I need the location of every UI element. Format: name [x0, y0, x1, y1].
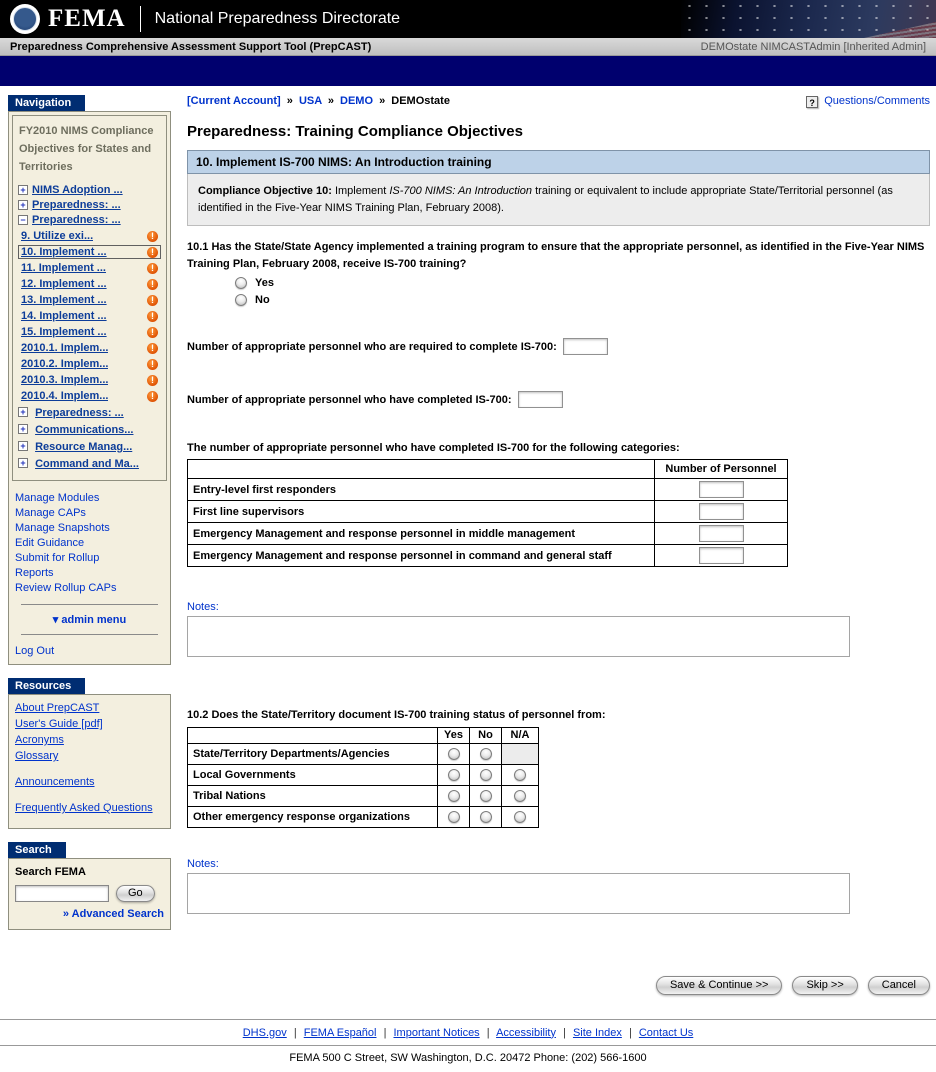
nav-expander-communications[interactable]: + Communications... [18, 423, 161, 437]
notes-label-2: Notes: [187, 857, 219, 870]
fema-espanol-link[interactable]: FEMA Español [303, 1026, 377, 1039]
manage-snapshots-link[interactable]: Manage Snapshots [15, 522, 110, 534]
required-personnel-field [187, 338, 930, 355]
breadcrumb-current-account[interactable]: [Current Account] [187, 95, 281, 107]
table-row: Emergency Management and response personnel in command and general staff [188, 545, 788, 567]
nav-item-2010-1[interactable]: 2010.1. Implem... ! [19, 342, 160, 354]
radio-local-yes[interactable] [448, 769, 460, 781]
nav-expander-label[interactable]: Preparedness: ... [32, 199, 121, 211]
form-actions [187, 976, 930, 1009]
announcements-link[interactable]: Announcements [15, 776, 95, 788]
notes-label-1: Notes: [187, 601, 219, 613]
nav-item-14[interactable]: 14. Implement ... ! [19, 310, 160, 322]
warning-icon: ! [147, 263, 158, 274]
navy-band [0, 56, 936, 86]
doc-table-corner [188, 727, 438, 743]
glossary-link[interactable]: Glossary [15, 750, 59, 762]
table-row: First line supervisors [188, 501, 788, 523]
number-of-personnel-header: Number of Personnel [655, 460, 788, 479]
warning-icon: ! [147, 311, 158, 322]
radio-other-yes[interactable] [448, 811, 460, 823]
notes-textarea-2[interactable] [187, 873, 850, 914]
radio-local-na[interactable] [514, 769, 526, 781]
nav-item-12[interactable]: 12. Implement ... ! [19, 278, 160, 290]
question-10-1: 10.1 Has the State/State Agency implemented a training program to ensure that the appropriate personnel, as identified in the Five-Year NIMS Training Plan, February 2008, receive IS-700 training? [187, 241, 925, 270]
app-title: Preparedness Comprehensive Assessment Support Tool (PrepCAST) [10, 40, 372, 53]
objective-label: Compliance Objective 10: [198, 185, 332, 197]
expand-icon[interactable]: + [18, 407, 28, 417]
directorate-title: National Preparedness Directorate [154, 10, 401, 27]
table-row: Entry-level first responders [188, 479, 788, 501]
sidebar-divider [21, 634, 158, 635]
help-icon[interactable]: ? [806, 96, 818, 108]
header-divider [140, 6, 141, 32]
notes-textarea-1[interactable] [187, 616, 850, 657]
nav-expander-preparedness-2[interactable] [18, 214, 161, 226]
questions-comments-link[interactable]: Questions/Comments [824, 95, 930, 107]
completed-personnel-field [187, 391, 930, 408]
required-personnel-label: Number of appropriate personnel who are required to complete IS-700: [187, 340, 557, 353]
important-notices-link[interactable]: Important Notices [393, 1026, 480, 1039]
navigation-header: Navigation [8, 95, 85, 111]
table-row: Other emergency response organizations [188, 806, 539, 827]
admin-menu-toggle[interactable]: ▾ admin menu [52, 614, 127, 626]
nav-expander-preparedness-1[interactable] [18, 199, 161, 211]
warning-icon: ! [147, 279, 158, 290]
radio-tribal-no[interactable] [480, 790, 492, 802]
faq-link[interactable]: Frequently Asked Questions [15, 802, 153, 814]
objective-section-header: 10. Implement IS-700 NIMS: An Introduction training [187, 150, 930, 174]
q10-1-option-no [235, 294, 930, 306]
resources-header: Resources [8, 678, 85, 694]
flag-image [681, 0, 936, 38]
skip-button[interactable]: Skip >> [792, 976, 857, 995]
table-row: State/Territory Departments/Agencies [188, 743, 539, 764]
reports-link[interactable]: Reports [15, 567, 54, 579]
warning-icon: ! [147, 359, 158, 370]
accessibility-link[interactable]: Accessibility [496, 1026, 556, 1039]
table-row: Tribal Nations [188, 785, 539, 806]
radio-tribal-na[interactable] [514, 790, 526, 802]
required-personnel-input[interactable] [563, 338, 608, 355]
users-guide-link[interactable]: User's Guide [pdf] [15, 718, 103, 730]
app-bar [0, 38, 936, 56]
course-name-italic: IS-700 NIMS: An Introduction [389, 185, 533, 197]
breadcrumb-demo[interactable]: DEMO [340, 95, 374, 107]
objective-description: Compliance Objective 10: Implement IS-700 NIMS: An Introduction training or equivalent to include appropriate State/Territorial personnel (as identified in the Five-Year NIMS Training Plan, February 2008). [187, 174, 930, 226]
warning-icon: ! [147, 343, 158, 354]
nav-item-13[interactable]: 13. Implement ... ! [19, 294, 160, 306]
radio-tribal-yes[interactable] [448, 790, 460, 802]
logged-in-user: DEMOstate NIMCASTAdmin [Inherited Admin] [700, 40, 926, 53]
acronyms-link[interactable]: Acronyms [15, 734, 64, 746]
chevron-down-icon: ▾ [52, 614, 59, 626]
nav-item-10-selected[interactable]: 10. Implement ... ! [19, 246, 160, 258]
manage-modules-link[interactable]: Manage Modules [15, 492, 100, 504]
about-prepcast-link[interactable]: About PrepCAST [15, 702, 100, 714]
completed-personnel-label: Number of appropriate personnel who have completed IS-700: [187, 393, 512, 406]
nav-expander-resource-management[interactable]: + Resource Manag... [18, 440, 161, 454]
expand-icon[interactable]: + [18, 441, 28, 451]
radio-local-no[interactable] [480, 769, 492, 781]
first-line-supervisors-input[interactable] [699, 503, 744, 520]
sidebar-divider [21, 604, 158, 605]
search-title: Search FEMA [15, 866, 86, 878]
radio-departments-no[interactable] [480, 748, 492, 760]
site-index-link[interactable]: Site Index [572, 1026, 622, 1039]
tree-title: FY2010 NIMS Compliance Objectives for States and Territories [19, 125, 154, 173]
fema-wordmark: FEMA [48, 5, 126, 32]
cancel-button[interactable]: Cancel [868, 976, 930, 995]
table-row: Emergency Management and response personnel in middle management [188, 523, 788, 545]
personnel-table-corner [188, 460, 655, 479]
breadcrumb-separator: » [327, 95, 334, 107]
warning-icon: ! [147, 231, 158, 242]
save-continue-button[interactable]: Save & Continue >> [656, 976, 782, 995]
nav-item-2010-4[interactable]: 2010.4. Implem... ! [19, 390, 160, 402]
nav-expander-label[interactable]: NIMS Adoption ... [32, 184, 123, 196]
resources-panel [8, 694, 171, 829]
page-footer [0, 1019, 936, 1072]
admin-links [9, 484, 170, 599]
nav-item-15[interactable]: 15. Implement ... ! [19, 326, 160, 338]
yes-label: Yes [255, 277, 274, 289]
breadcrumb-separator: » [286, 95, 293, 107]
radio-departments-yes[interactable] [448, 748, 460, 760]
entry-level-input[interactable] [699, 481, 744, 498]
completed-personnel-input[interactable] [518, 391, 563, 408]
nav-item-2010-2[interactable]: 2010.2. Implem... ! [19, 358, 160, 370]
advanced-search-link[interactable]: » Advanced Search [62, 908, 164, 920]
radio-other-no[interactable] [480, 811, 492, 823]
nav-item-2010-3[interactable]: 2010.3. Implem... ! [19, 374, 160, 386]
no-label: No [255, 294, 270, 306]
contact-us-link[interactable]: Contact Us [638, 1026, 694, 1039]
logout-link[interactable]: Log Out [15, 645, 55, 657]
collapse-icon[interactable]: − [18, 215, 28, 225]
expand-icon[interactable]: + [18, 424, 28, 434]
na-unavailable-cell [502, 743, 539, 764]
search-panel [8, 858, 171, 930]
breadcrumb-separator: » [379, 95, 386, 107]
search-header: Search [8, 842, 66, 858]
radio-other-na[interactable] [514, 811, 526, 823]
command-general-staff-input[interactable] [699, 547, 744, 564]
nav-expander-label[interactable]: Preparedness: ... [32, 214, 121, 226]
expand-icon[interactable]: + [18, 458, 28, 468]
search-input[interactable] [15, 885, 109, 902]
main-content [187, 95, 930, 1009]
review-rollup-caps-link[interactable]: Review Rollup CAPs [15, 582, 117, 594]
breadcrumb [187, 95, 450, 107]
fema-seal-icon [10, 4, 40, 34]
expand-icon[interactable]: + [18, 185, 28, 195]
warning-icon: ! [147, 247, 158, 258]
objectives-tree [12, 115, 167, 481]
radio-yes[interactable] [235, 277, 247, 289]
navigation-panel [8, 111, 171, 665]
radio-no[interactable] [235, 294, 247, 306]
table-row: Local Governments [188, 764, 539, 785]
footer-links: DHS.gov | FEMA Español | Important Notices | Accessibility | Site Index | Contact Us [0, 1019, 936, 1045]
nav-expander-command[interactable]: + Command and Ma... [18, 457, 161, 471]
warning-icon: ! [147, 375, 158, 386]
top-header [0, 0, 936, 38]
q10-1-option-yes [235, 277, 930, 289]
no-column-header: No [470, 727, 502, 743]
yes-column-header: Yes [438, 727, 470, 743]
personnel-categories-table [187, 459, 788, 567]
sidebar [8, 95, 171, 930]
warning-icon: ! [147, 327, 158, 338]
submit-for-rollup-link[interactable]: Submit for Rollup [15, 552, 100, 564]
edit-guidance-link[interactable]: Edit Guidance [15, 537, 85, 549]
footer-address: FEMA 500 C Street, SW Washington, D.C. 20472 Phone: (202) 566-1600 [0, 1045, 936, 1072]
search-go-button[interactable]: Go [116, 885, 155, 902]
page-title: Preparedness: Training Compliance Objectives [187, 123, 523, 140]
middle-management-input[interactable] [699, 525, 744, 542]
warning-icon: ! [147, 391, 158, 402]
nav-expander-preparedness-3[interactable]: + Preparedness: ... [18, 406, 161, 420]
na-column-header: N/A [502, 727, 539, 743]
categories-table-title: The number of appropriate personnel who have completed IS-700 for the following categories: [187, 442, 680, 454]
document-status-table [187, 727, 539, 828]
nav-item-9[interactable]: 9. Utilize exi... ! [19, 230, 160, 242]
nav-expander-nims-adoption[interactable] [18, 184, 161, 196]
expand-icon[interactable]: + [18, 200, 28, 210]
warning-icon: ! [147, 295, 158, 306]
dhs-gov-link[interactable]: DHS.gov [242, 1026, 287, 1039]
nav-item-11[interactable]: 11. Implement ... ! [19, 262, 160, 274]
question-10-2: 10.2 Does the State/Territory document IS-700 training status of personnel from: [187, 709, 606, 721]
breadcrumb-current-page: DEMOstate [391, 95, 450, 107]
breadcrumb-usa[interactable]: USA [298, 95, 322, 107]
manage-caps-link[interactable]: Manage CAPs [15, 507, 86, 519]
